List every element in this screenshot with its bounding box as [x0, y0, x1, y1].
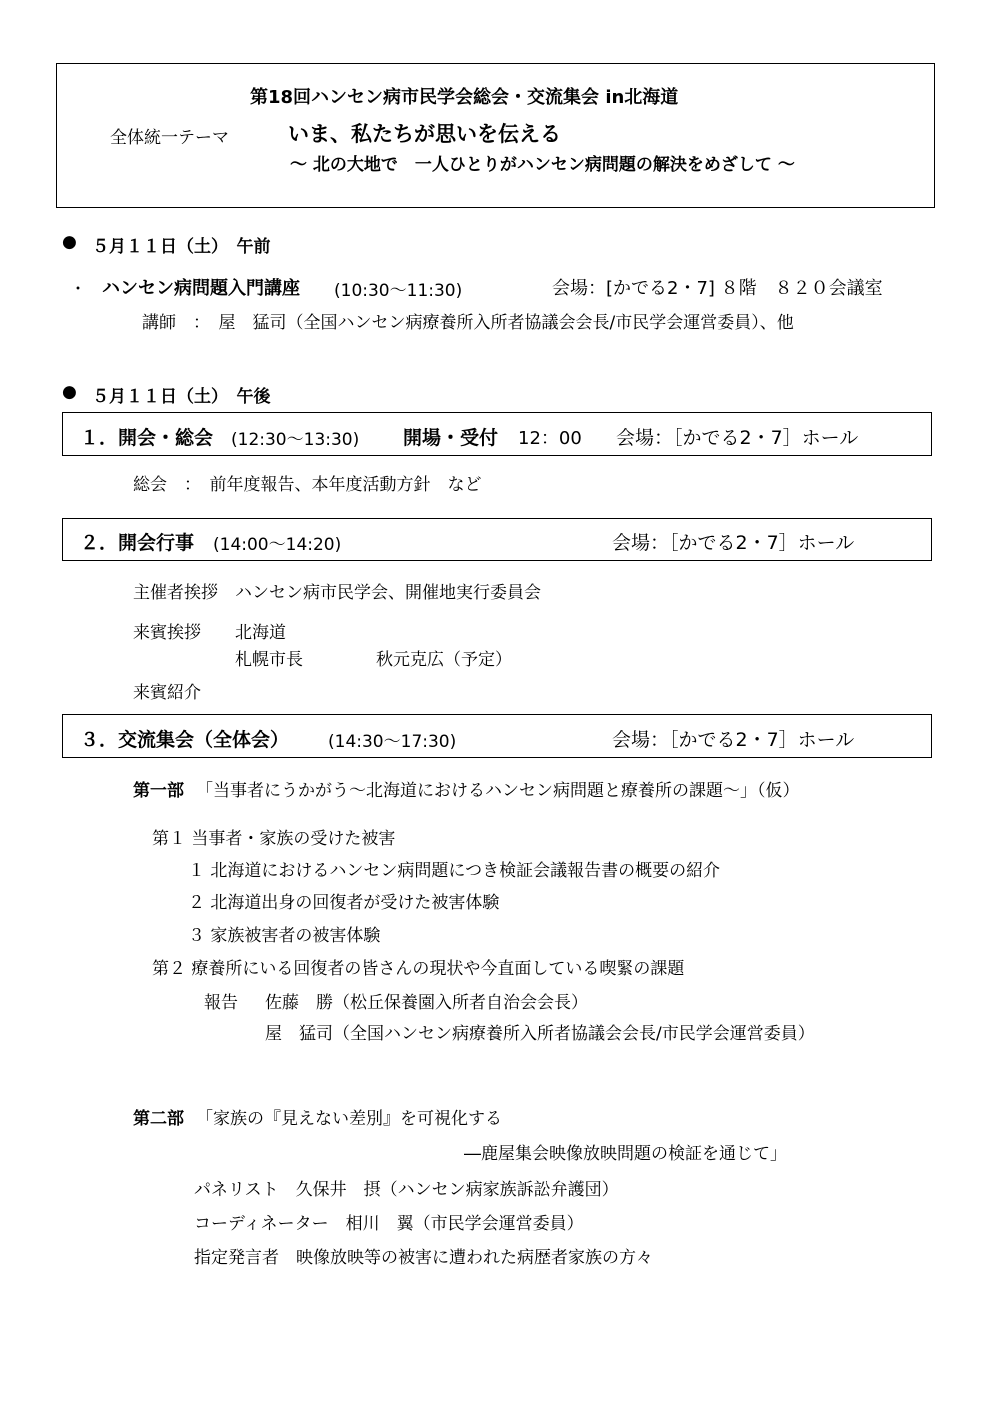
section1-venue: 会場：［かでる2・7］ホール [616, 427, 859, 449]
report-2: 屋 猛司（全国ハンセン病療養所入所者協議会会長/市民学会運営委員） [265, 1024, 815, 1044]
section1-title: １．開会・総会 [80, 427, 214, 449]
lecture-title: ハンセン病問題入門講座 [102, 278, 300, 299]
part2-title: 「家族の『見えない差別』を可視化する [196, 1109, 502, 1129]
theme-sub: ～ 北の大地で 一人ひとりがハンセン病問題の解決をめざして ～ [290, 155, 795, 175]
lecture-venue: 会場：[かでる2・7] ８階 ８２０会議室 [552, 278, 883, 299]
section2-guest-2: 札幌市長 [235, 650, 303, 670]
section2-title: ２．開会行事 [80, 532, 195, 554]
coordinator: コーディネーター 相川 翼（市民学会運営委員） [194, 1214, 584, 1234]
report-label: 報告 [204, 993, 238, 1013]
panelist: パネリスト 久保井 摂（ハンセン病家族訴訟弁護団） [194, 1180, 619, 1200]
lecture-time: (10:30～11:30) [334, 281, 463, 301]
part1-item-1-3: ３ 家族被害者の被害体験 [188, 926, 381, 946]
lecture-dot: ・ [70, 279, 87, 298]
part2-label: 第二部 [133, 1109, 184, 1129]
section2-venue: 会場：［かでる2・7］ホール [612, 532, 855, 554]
part1-label: 第一部 [133, 781, 184, 801]
report-1: 佐藤 勝（松丘保養園入所者自治会会長） [265, 993, 588, 1013]
page-title: 第18回ハンセン病市民学会総会・交流集会 in北海道 [250, 87, 679, 108]
part1-item-1: 第１ 当事者・家族の受けた被害 [152, 829, 396, 849]
part1-item-1-2: ２ 北海道出身の回復者が受けた被害体験 [188, 893, 500, 913]
part1-title: 「当事者にうかがう～北海道におけるハンセン病問題と療養所の課題～」（仮） [196, 781, 800, 801]
section2-guest-label: 来賓挨拶 [133, 623, 201, 643]
section2-time: (14:00～14:20) [213, 535, 342, 555]
section2-intro: 来賓紹介 [133, 683, 201, 703]
afternoon-bullet: ● [62, 382, 77, 402]
section1-open-label: 開場・受付 [403, 427, 499, 449]
morning-heading: ５月１１日（土） 午前 [92, 237, 271, 257]
morning-bullet: ● [62, 232, 77, 252]
section1-open-time: 12：00 [518, 428, 582, 449]
designated-speaker: 指定発言者 映像放映等の被害に遭われた病歴者家族の方々 [194, 1248, 653, 1268]
section2-guest-1: 北海道 [235, 623, 286, 643]
section1-time: (12:30～13:30) [231, 430, 360, 450]
lecturer: 講師 ： 屋 猛司（全国ハンセン病療養所入所者協議会会長/市民学会運営委員）、他 [142, 313, 794, 333]
section1-body: 総会 ： 前年度報告、本年度活動方針 など [133, 475, 482, 495]
theme-main: いま、私たちが思いを伝える [288, 122, 561, 146]
section3-time: (14:30～17:30) [328, 732, 457, 752]
section2-guest-2-name: 秋元克広（予定） [376, 650, 512, 670]
part1-item-2: 第２ 療養所にいる回復者の皆さんの現状や今直面している喫緊の課題 [152, 959, 685, 979]
section2-host: 主催者挨拶 ハンセン病市民学会、開催地実行委員会 [133, 583, 541, 603]
theme-label: 全体統一テーマ [110, 128, 229, 148]
part2-title-2: ―鹿屋集会映像放映問題の検証を通じて」 [464, 1144, 787, 1164]
part1-item-1-1: １ 北海道におけるハンセン病問題につき検証会議報告書の概要の紹介 [188, 861, 721, 881]
afternoon-heading: ５月１１日（土） 午後 [92, 387, 271, 407]
section3-title: ３．交流集会（全体会） [80, 729, 290, 751]
section3-venue: 会場：［かでる2・7］ホール [612, 729, 855, 751]
